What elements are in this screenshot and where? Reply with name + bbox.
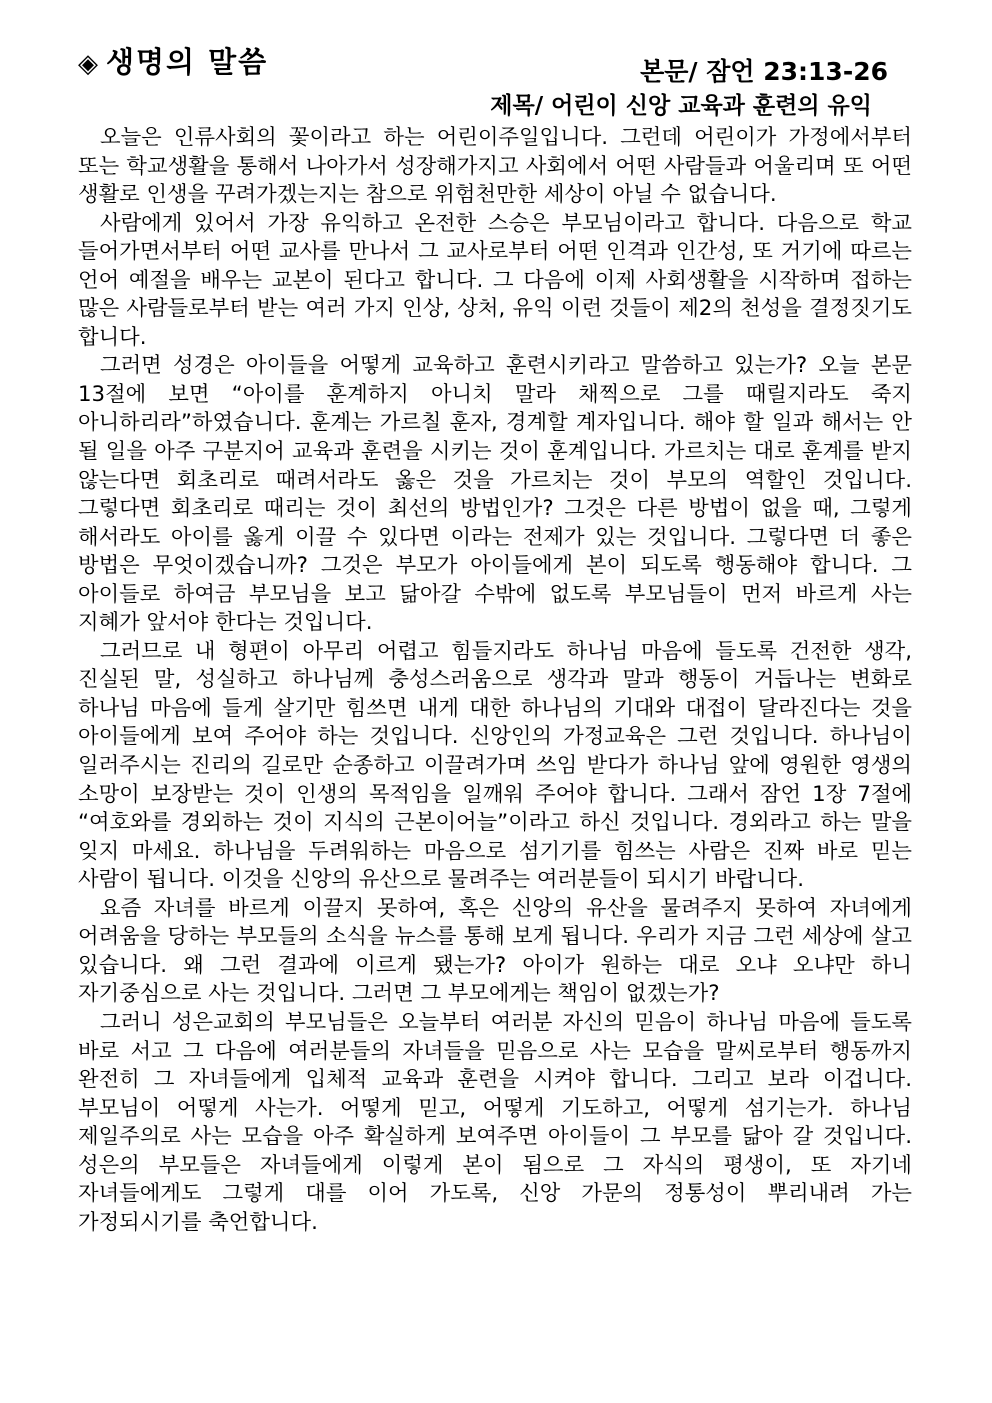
paragraph-1: 오늘은 인류사회의 꽃이라고 하는 어린이주일입니다. 그런데 어린이가 가정에서부터 또는 학교생활을 통해서 나아가서 성장해가지고 사회에서 어떤 사람들과 어울리며 또 어떤 생활로 인생을 꾸려가겠는지는 참으로 위험천만한 세상이 아닐 수 없습니다.: [78, 125, 912, 208]
paragraph-5: 요즘 자녀를 바르게 이끌지 못하여, 혹은 신앙의 유산을 물려주지 못하여 자녀에게 어려움을 당하는 부모들의 소식을 뉴스를 통해 보게 됩니다. 우리가 지금 그런 세상에 살고 있습니다. 왜 그런 결과에 이르게 됐는가? 아이가 원하는 대로 오냐 오냐만 하니 자기중심으로 사는 것입니다. 그러면 그 부모에게는 책임이 없겠는가?: [78, 895, 912, 1007]
section-title-text: 생명의 말씀: [106, 45, 269, 79]
paragraph-3: 그러면 성경은 아이들을 어떻게 교육하고 훈련시키라고 말씀하고 있는가? 오늘 본문 13절에 보면 “아이를 훈계하지 아니치 말라 채찍으로 그를 때릴지라도 죽지 아니하리라”하였습니다. 훈계는 가르칠 훈자, 경계할 계자입니다. 해야 할 일과 해서는 안 될 일을 아주 구분지어 교육과 훈련을 시키는 것이 훈계입니다. 가르치는 대로 훈계를 받지 않는다면 회초리로 때려서라도 옳은 것을 가르치는 것이 부모의 역할인 것입니다. 그렇다면 회초리로 때리는 것이 최선의 방법인가? 그것은 다른 방법이 없을 때, 그렇게 해서라도 아이를 옳게 이끌 수 있다면 이라는 전제가 있는 것입니다. 그렇다면 더 좋은 방법은 무엇이겠습니까? 그것은 부모가 아이들에게 본이 되도록 행동해야 합니다. 그 아이들로 하여금 부모님을 보고 닮아갈 수밖에 없도록 부모님들이 먼저 바르게 사는 지혜가 앞서야 한다는 것입니다.: [78, 353, 912, 636]
section-title: [78, 40, 268, 81]
sermon-body: [78, 124, 912, 1237]
paragraph-2: 사람에게 있어서 가장 유익하고 온전한 스승은 부모님이라고 합니다. 다음으로 학교 들어가면서부터 어떤 교사를 만나서 그 교사로부터 어떤 인격과 인간성, 또 거기에 따르는 언어 예절을 배우는 교본이 된다고 합니다. 그 다음에 이제 사회생활을 시작하며 접하는 많은 사람들로부터 받는 여러 가지 인상, 상처, 유익 이런 것들이 제2의 천성을 결정짓기도 합니다.: [78, 210, 912, 350]
paragraph-4: 그러므로 내 형편이 아무리 어렵고 힘들지라도 하나님 마음에 들도록 건전한 생각, 진실된 말, 성실하고 하나님께 충성스러움으로 생각과 말과 행동이 거듭나는 변화로 하나님 마음에 들게 살기만 힘쓰면 내게 대한 하나님의 기대와 대접이 달라진다는 것을 아이들에게 보여 주어야 하는 것입니다. 신앙인의 가정교육은 그런 것입니다. 하나님이 일러주시는 진리의 길로만 순종하고 이끌려가며 쓰임 받다가 하나님 앞에 영원한 영생의 소망이 보장받는 것이 인생의 목적임을 일깨워 주어야 합니다. 그래서 잠언 1장 7절에 “여호와를 경외하는 것이 지식의 근본이어늘”이라고 하신 것입니다. 경외라고 하는 말을 잊지 마세요. 하나님을 두려워하는 마음으로 섬기기를 힘쓰는 사람은 진짜 바로 믿는 사람이 됩니다. 이것을 신앙의 유산으로 물려주는 여러분들이 되시기 바랍니다.: [78, 638, 912, 893]
sermon-subject: 제목/ 어린이 신앙 교육과 훈련의 유익: [490, 93, 872, 119]
scripture-reference: 본문/ 잠언 23:13-26: [640, 57, 888, 86]
paragraph-6: 그러니 성은교회의 부모님들은 오늘부터 여러분 자신의 믿음이 하나님 마음에 들도록 바로 서고 그 다음에 여러분들의 자녀들을 믿음으로 사는 모습을 말씨로부터 행동까지 완전히 그 자녀들에게 입체적 교육과 훈련을 시켜야 합니다. 그리고 보라 이겁니다. 부모님이 어떻게 사는가. 어떻게 믿고, 어떻게 기도하고, 어떻게 섬기는가. 하나님 제일주의로 사는 모습을 아주 확실하게 보여주면 아이들이 그 부모를 닮아 갈 것입니다. 성은의 부모들은 자녀들에게 이렇게 본이 됨으로 그 자식의 평생이, 또 자기네 자녀들에게도 그렇게 대를 이어 가도록, 신앙 가문의 정통성이 뿌리내려 가는 가정되시기를 축언합니다.: [78, 1009, 912, 1235]
diamond-bullet-icon: ◈: [78, 49, 100, 79]
